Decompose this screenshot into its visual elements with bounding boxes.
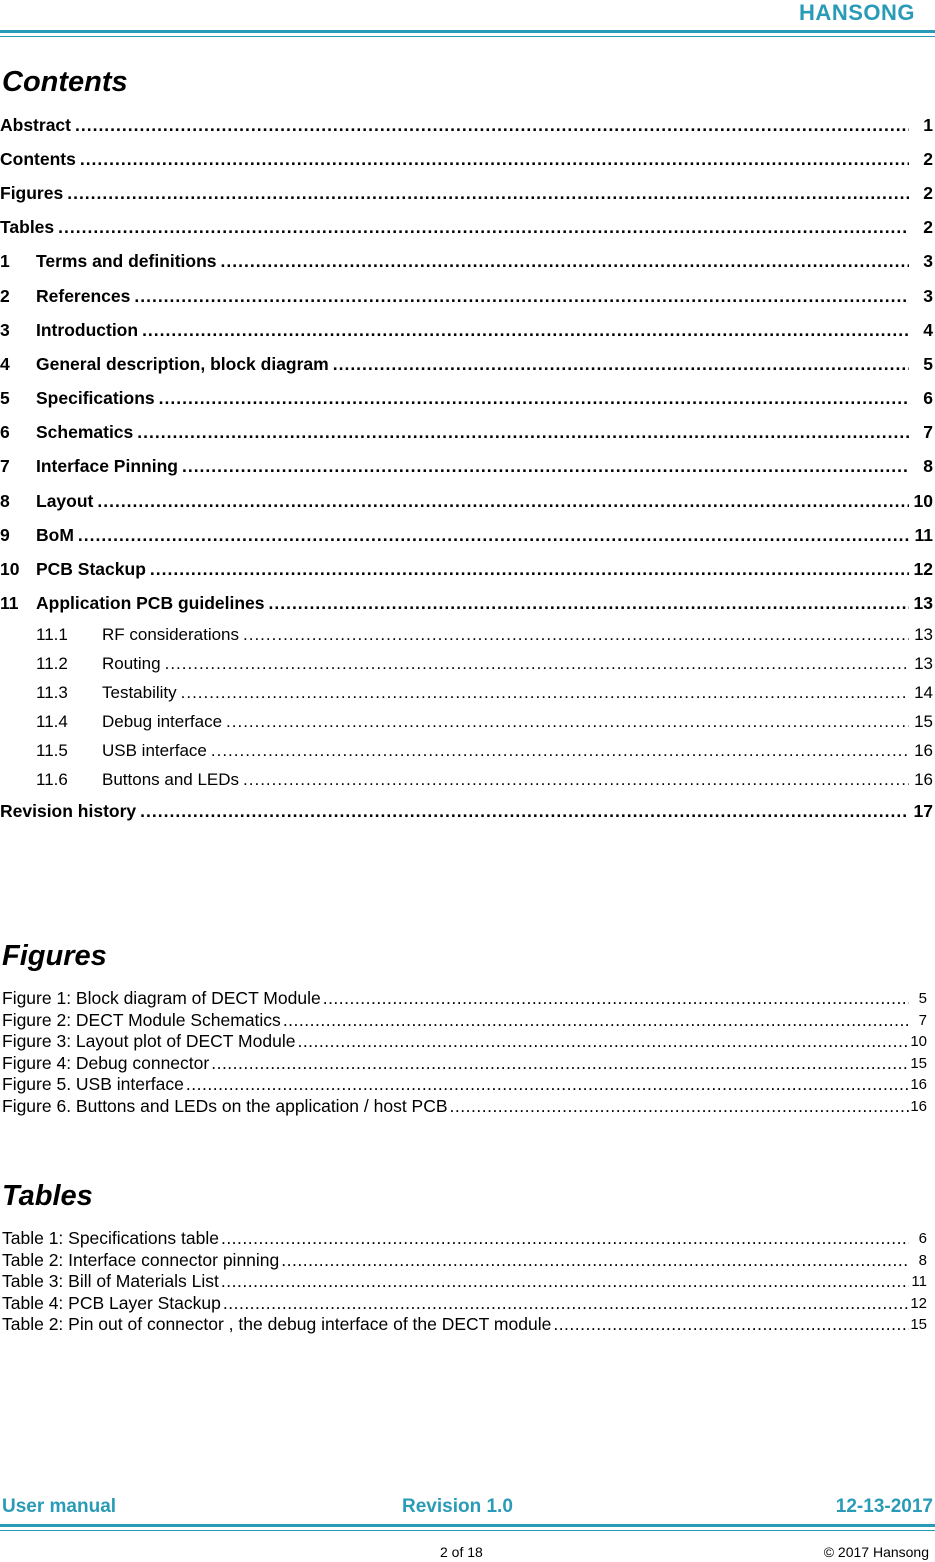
toc-entry[interactable] [0, 279, 935, 313]
toc-entry-page: 16 [914, 770, 933, 790]
toc-entry-title: Interface Pinning [36, 456, 178, 477]
table-entry-page: 15 [910, 1316, 927, 1334]
toc-entry-number: 1 [0, 251, 10, 272]
dot-leader [221, 1228, 909, 1249]
footer-bar [0, 1496, 935, 1518]
dot-leader [137, 422, 909, 443]
footer-date: 12-13-2017 [835, 1496, 933, 1517]
toc-entry-page: 16 [914, 741, 933, 761]
list-of-tables [2, 1228, 931, 1336]
toc-entry-title: Tables [0, 217, 55, 238]
toc-entry-page: 1 [923, 114, 933, 135]
toc-entry-title: Abstract [0, 114, 71, 135]
header-rule [0, 30, 935, 37]
toc-entry-number: 2 [0, 285, 10, 306]
figure-entry[interactable] [2, 988, 931, 1010]
figure-entry-page: 7 [918, 1011, 927, 1029]
toc-entry-page: 12 [913, 559, 933, 580]
dot-leader [75, 115, 909, 136]
table-entry-page: 6 [918, 1230, 927, 1248]
toc-entry-title: Debug interface [102, 712, 223, 732]
dot-leader [221, 251, 909, 272]
toc-entry-page: 5 [923, 353, 933, 374]
toc-entry[interactable] [0, 450, 935, 484]
toc-entry-number: 11.5 [36, 741, 68, 761]
toc-entry-page: 6 [923, 388, 933, 409]
dot-leader [80, 149, 909, 170]
toc-entry[interactable] [0, 737, 935, 766]
toc-entry[interactable] [0, 347, 935, 381]
dot-leader [78, 525, 909, 546]
dot-leader [323, 988, 909, 1009]
toc-entry-title: Testability [102, 683, 177, 703]
dot-leader [450, 1096, 909, 1117]
copyright: © 2017 Hansong [823, 1544, 929, 1560]
toc-entry-number: 11.4 [36, 712, 68, 732]
toc-entry[interactable] [0, 245, 935, 279]
dot-leader [333, 354, 909, 375]
toc-entry-title: Application PCB guidelines [36, 593, 265, 614]
toc-entry-title: General description, block diagram [36, 353, 329, 374]
toc-entry-number: 11 [0, 593, 19, 614]
toc-entry-title: Routing [102, 654, 161, 674]
dot-leader [243, 625, 909, 645]
table-entry-page: 11 [911, 1273, 927, 1291]
table-entry[interactable] [2, 1314, 931, 1336]
toc-entry[interactable] [0, 552, 935, 586]
toc-entry-number: 5 [0, 388, 10, 409]
toc-entry-number: 8 [0, 490, 10, 511]
toc-entry-title: Layout [36, 490, 94, 511]
toc-entry-title: Specifications [36, 388, 155, 409]
toc-entry-page: 3 [923, 251, 933, 272]
toc-entry-page: 2 [923, 217, 933, 238]
figure-entry-page: 16 [910, 1097, 927, 1115]
toc-entry[interactable] [0, 621, 935, 650]
figure-entry-page: 16 [910, 1076, 927, 1094]
figure-entry-title: Figure 4: Debug connector [2, 1052, 210, 1073]
dot-leader [553, 1314, 909, 1335]
list-of-figures [2, 988, 931, 1117]
toc-entry[interactable] [0, 211, 935, 245]
figure-entry-page: 15 [910, 1054, 927, 1072]
brand-name: HANSONG [799, 0, 915, 25]
table-entry[interactable] [2, 1293, 931, 1315]
toc-entry[interactable] [0, 142, 935, 176]
toc-entry[interactable] [0, 587, 935, 621]
toc-entry-page: 11 [914, 524, 933, 545]
toc-entry-page: 15 [914, 712, 933, 732]
figure-entry-page: 5 [918, 990, 927, 1008]
dot-leader [134, 286, 909, 307]
toc-entry-page: 3 [923, 285, 933, 306]
toc-entry-title: Introduction [36, 319, 139, 340]
toc-entry-page: 10 [913, 490, 933, 511]
table-entry-title: Table 4: PCB Layer Stackup [2, 1292, 221, 1313]
toc-entry[interactable] [0, 484, 935, 518]
table-entry-title: Table 2: Pin out of connector , the debug interface of the DECT module [2, 1314, 552, 1335]
dot-leader [182, 456, 909, 477]
footer-revision: Revision 1.0 [402, 1496, 513, 1517]
toc-entry-title: BoM [36, 524, 74, 545]
toc-entry-title: Terms and definitions [36, 251, 217, 272]
toc-entry-title: Contents [0, 148, 76, 169]
toc-entry-number: 10 [0, 559, 20, 580]
toc-entry[interactable] [0, 795, 935, 829]
dot-leader [159, 388, 909, 409]
toc-entry-number: 11.1 [36, 625, 68, 645]
tables-heading: Tables [2, 1180, 93, 1212]
toc-entry-page: 13 [913, 593, 933, 614]
table-entry[interactable] [2, 1228, 931, 1250]
toc-entry[interactable] [0, 518, 935, 552]
toc-entry-number: 6 [0, 422, 10, 443]
table-entry-title: Table 2: Interface connector pinning [2, 1249, 280, 1270]
figure-entry-title: Figure 2: DECT Module Schematics [2, 1009, 281, 1030]
figure-entry-title: Figure 3: Layout plot of DECT Module [2, 1031, 296, 1052]
toc-entry[interactable] [0, 108, 935, 142]
dot-leader [142, 320, 909, 341]
figure-entry-title: Figure 1: Block diagram of DECT Module [2, 988, 321, 1009]
toc-entry-page: 2 [923, 182, 933, 203]
dot-leader [150, 559, 909, 580]
toc-entry-number: 4 [0, 353, 10, 374]
table-entry-title: Table 1: Specifications table [2, 1228, 219, 1249]
toc-entry-title: PCB Stackup [36, 559, 146, 580]
dot-leader [211, 1053, 909, 1074]
toc-entry-page: 2 [923, 148, 933, 169]
table-entry-page: 8 [918, 1251, 927, 1269]
table-entry[interactable] [2, 1250, 931, 1272]
contents-heading: Contents [2, 66, 128, 98]
figures-heading: Figures [2, 940, 107, 972]
footer-doc-type: User manual [2, 1496, 117, 1517]
dot-leader [243, 770, 909, 790]
dot-leader [297, 1031, 909, 1052]
dot-leader [211, 741, 909, 761]
dot-leader [58, 217, 909, 238]
toc-entry-page: 8 [923, 456, 933, 477]
dot-leader [165, 654, 909, 674]
dot-leader [281, 1250, 909, 1271]
dot-leader [186, 1074, 909, 1095]
toc-entry[interactable] [0, 766, 935, 795]
toc-entry-page: 4 [923, 319, 933, 340]
toc-entry-number: 9 [0, 524, 10, 545]
dot-leader [269, 593, 910, 614]
dot-leader [97, 491, 909, 512]
toc-entry-page: 13 [914, 654, 933, 674]
page-number: 2 of 18 [440, 1544, 483, 1560]
toc-entry-page: 14 [914, 683, 933, 703]
dot-leader [283, 1010, 909, 1031]
dot-leader [140, 801, 909, 822]
toc-entry[interactable] [0, 382, 935, 416]
toc-entry-page: 13 [914, 625, 933, 645]
toc-entry-title: References [36, 285, 131, 306]
toc-entry-title: Schematics [36, 422, 134, 443]
figure-entry-page: 10 [910, 1033, 927, 1051]
table-entry-page: 12 [910, 1294, 927, 1312]
toc-entry-title: USB interface [102, 741, 207, 761]
toc-entry-page: 17 [913, 801, 933, 822]
figure-entry[interactable] [2, 1010, 931, 1032]
toc-entry[interactable] [0, 313, 935, 347]
toc-entry[interactable] [0, 708, 935, 737]
table-entry[interactable] [2, 1271, 931, 1293]
dot-leader [226, 712, 909, 732]
toc-entry[interactable] [0, 416, 935, 450]
toc-entry-number: 7 [0, 456, 10, 477]
toc-entry[interactable] [0, 679, 935, 708]
figure-entry-title: Figure 6. Buttons and LEDs on the application / host PCB [2, 1095, 448, 1116]
figure-entry-title: Figure 5. USB interface [2, 1074, 184, 1095]
toc-entry-number: 11.6 [36, 770, 68, 790]
dot-leader [221, 1271, 909, 1292]
toc-entry-title: RF considerations [102, 625, 240, 645]
toc-entry-title: Revision history [0, 801, 137, 822]
figure-entry[interactable] [2, 1096, 931, 1118]
toc-entry-number: 3 [0, 319, 10, 340]
toc-entry-number: 11.3 [36, 683, 68, 703]
table-of-contents [0, 108, 935, 829]
dot-leader [223, 1293, 909, 1314]
figure-entry[interactable] [2, 1031, 931, 1053]
table-entry-title: Table 3: Bill of Materials List [2, 1271, 219, 1292]
figure-entry[interactable] [2, 1074, 931, 1096]
footer-rule [0, 1524, 935, 1531]
toc-entry-number: 11.2 [36, 654, 68, 674]
toc-entry-title: Figures [0, 182, 64, 203]
toc-entry[interactable] [0, 176, 935, 210]
toc-entry-page: 7 [923, 422, 933, 443]
figure-entry[interactable] [2, 1053, 931, 1075]
toc-entry-title: Buttons and LEDs [102, 770, 240, 790]
dot-leader [181, 683, 909, 703]
toc-entry[interactable] [0, 650, 935, 679]
dot-leader [67, 183, 909, 204]
